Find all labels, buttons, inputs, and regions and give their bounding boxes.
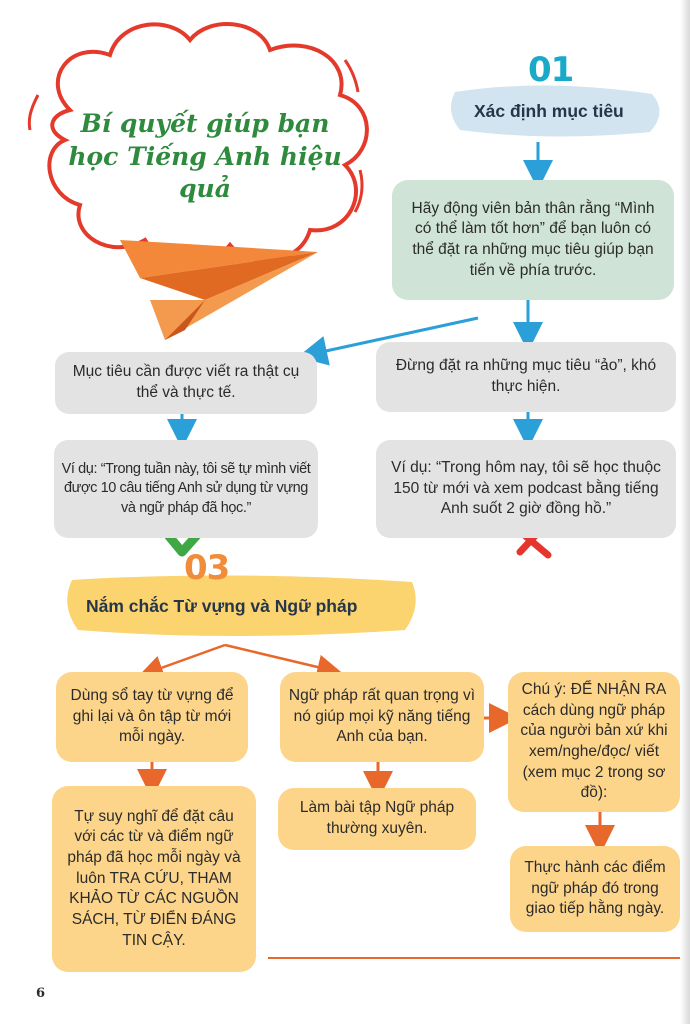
goal-do-box: Mục tiêu cần được viết ra thật cụ thể và thực tế. [55,352,317,414]
daily-practice-box: Thực hành các điểm ngữ pháp đó trong giao tiếp hằng ngày. [510,846,680,932]
goal-dont-example-box: Ví dụ: “Trong hôm nay, tôi sẽ học thuộc 150 từ mới và xem podcast bằng tiếng Anh suốt 2 giờ đồng hồ.” [376,440,676,538]
paper-plane-icon [120,240,318,340]
self-practice-box: Tự suy nghĩ để đặt câu với các từ và điểm ngữ pháp đã học mỗi ngày và luôn TRA CỨU, THAM KHẢO TỪ CÁC NGUỒN SÁCH, TỪ ĐIỂN ĐÁNG TIN CẬY. [52,786,256,972]
section-1-heading: Xác định mục tiêu [474,101,624,121]
vocab-notebook-box: Dùng sổ tay từ vựng để ghi lại và ôn tập từ mới mỗi ngày. [56,672,248,762]
grammar-importance-box: Ngữ pháp rất quan trọng vì nó giúp mọi kỹ năng tiếng Anh của bạn. [280,672,484,762]
goal-dont-box: Đừng đặt ra những mục tiêu “ảo”, khó thực hiện. [376,342,676,412]
native-grammar-note-box: Chú ý: ĐỂ NHẬN RA cách dùng ngữ pháp của người bản xứ khi xem/nghe/đọc/ viết (xem mục 2 trong sơ đồ): [508,672,680,812]
goal-intro-box: Hãy động viên bản thân rằng “Mình có thể làm tốt hơn” để bạn luôn có thể đặt ra những mục tiêu giúp bạn tiến về phía trước. [392,180,674,300]
grammar-exercise-box: Làm bài tập Ngữ pháp thường xuyên. [278,788,476,850]
page-title: Bí quyết giúp bạn học Tiếng Anh hiệu quả [68,109,342,203]
goal-do-example-box: Ví dụ: “Trong tuần này, tôi sẽ tự mình viết được 10 câu tiếng Anh sử dụng từ vựng và ngữ pháp đã học.” [54,440,318,538]
section-1-number: 01 [528,50,574,90]
page-binding-edge [680,0,690,1024]
section-3-number: 03 [184,548,230,588]
page-number: 6 [36,986,46,1001]
section-3-heading: Nắm chắc Từ vựng và Ngữ pháp [86,596,358,616]
